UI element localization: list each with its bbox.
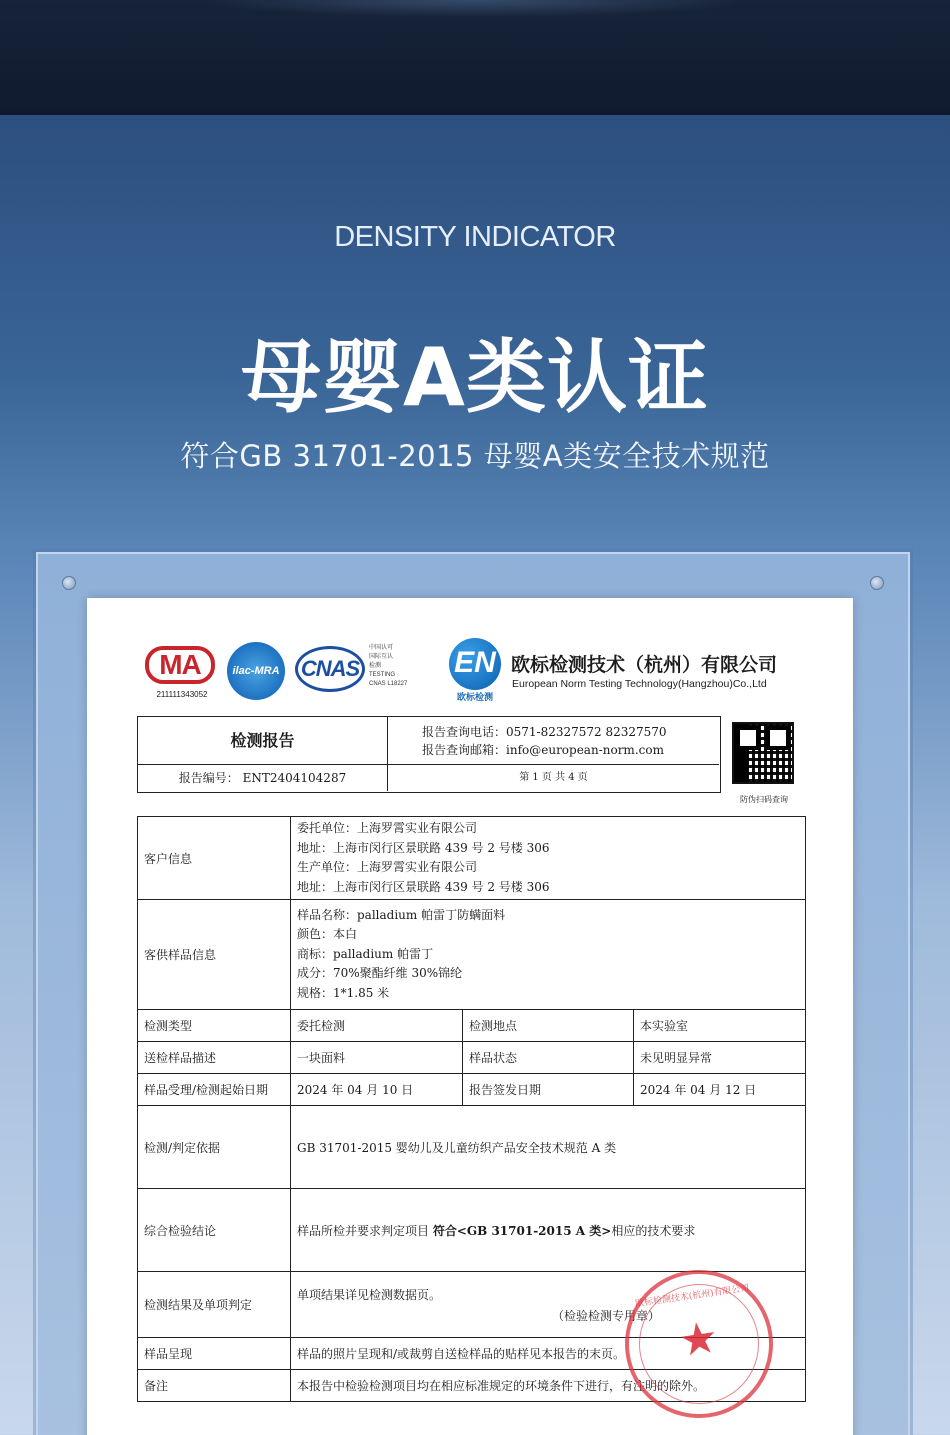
company-name-en: European Norm Testing Technology(Hangzhou)Co.,Ltd: [512, 678, 767, 690]
top-banner: [0, 0, 950, 115]
remark-value: 本报告中检验检测项目均在相应标准规定的环境条件下进行，有注明的除外。: [291, 1370, 806, 1402]
conclusion-value: 样品所检并要求判定项目 符合<GB 31701-2015 A 类>相应的技术要求: [291, 1189, 806, 1272]
hero-subtitle: 符合GB 31701-2015 母婴A类安全技术规范: [180, 439, 770, 473]
cnas-caption: 中国认可 国际互认 检测 TESTING CNAS L18227: [369, 645, 408, 687]
row-label: 送检样品描述: [138, 1042, 291, 1074]
bolt-icon: [62, 576, 76, 590]
table-row: [138, 1189, 806, 1272]
basis-value: GB 31701-2015 婴幼儿及儿童纺织产品安全技术规范 A 类: [291, 1106, 806, 1189]
table-row: [138, 1074, 806, 1106]
stamp-text: 欧标检测技术(杭州)有限公司: [634, 1283, 750, 1310]
row-label: 备注: [138, 1370, 291, 1402]
report-email: 报告查询邮箱：info@european-norm.com: [422, 743, 664, 757]
cell-value: 本实验室: [634, 1010, 806, 1042]
ilac-mra-logo: ilac-MRA: [227, 642, 285, 700]
table-row: [138, 1042, 806, 1074]
qr-code-icon[interactable]: [732, 722, 794, 784]
report-phone: 报告查询电话：0571-82327572 82327570: [422, 725, 667, 739]
en-logo: EN: [449, 638, 501, 690]
sample-info: 样品名称：palladium 帕雷丁防螨面料 颜色：本白 商标：palladium 帕雷丁 成分：70%聚酯纤维 30%锦纶 规格：1*1.85 米: [291, 900, 806, 1010]
row-label: 综合检验结论: [138, 1189, 291, 1272]
banner-sheen: [200, 0, 750, 18]
eyebrow-heading: DENSITY INDICATOR: [334, 221, 616, 253]
row-label: 检测类型: [138, 1010, 291, 1042]
cma-logo: MA: [145, 646, 215, 684]
cell-value: 未见明显异常: [634, 1042, 806, 1074]
test-report-document: [87, 598, 853, 1435]
qr-label: 防伪扫码查询: [740, 795, 788, 804]
row-label: 检测地点: [463, 1010, 634, 1042]
report-contact: [388, 717, 719, 765]
table-row: [138, 1010, 806, 1042]
cell-value: 委托检测: [291, 1010, 463, 1042]
cma-number: 211111343052: [156, 690, 208, 699]
presentation-value: 样品的照片呈现和/或裁剪自送检样品的贴样见本报告的末页。: [291, 1338, 806, 1370]
row-label: 样品受理/检测起始日期: [138, 1074, 291, 1106]
row-label: 检测结果及单项判定: [138, 1272, 291, 1338]
seal-caption: （检验检测专用章）: [552, 1308, 661, 1323]
row-label: 样品呈现: [138, 1338, 291, 1370]
cell-value: 2024 年 04 月 12 日: [634, 1074, 806, 1106]
table-row: [138, 900, 806, 1010]
customer-info: 委托单位：上海罗霄实业有限公司 地址：上海市闵行区景联路 439 号 2 号楼 306 生产单位：上海罗霄实业有限公司 地址：上海市闵行区景联路 439 号 2 号楼 306: [291, 817, 806, 900]
report-title: 检测报告: [138, 717, 388, 765]
en-logo-caption: 欧标检测: [456, 693, 493, 703]
row-label: 样品状态: [463, 1042, 634, 1074]
star-icon: ★: [675, 1311, 722, 1368]
result-value: 单项结果详见检测数据页。 （检验检测专用章）: [291, 1272, 806, 1338]
row-label: 检测/判定依据: [138, 1106, 291, 1189]
row-label: 客户信息: [138, 817, 291, 900]
row-label: 报告签发日期: [463, 1074, 634, 1106]
hero-title: 母婴A类认证: [241, 331, 709, 424]
row-label: 客供样品信息: [138, 900, 291, 1010]
company-name-cn: 欧标检测技术（杭州）有限公司: [511, 654, 778, 676]
cell-value: 一块面料: [291, 1042, 463, 1074]
report-number: 报告编号： ENT2404104287: [138, 765, 388, 791]
table-row: [138, 1106, 806, 1189]
bolt-icon: [870, 576, 884, 590]
cnas-logo: CNAS: [295, 646, 365, 692]
table-row: [138, 817, 806, 900]
report-header-table: [137, 716, 721, 793]
cell-value: 2024 年 04 月 10 日: [291, 1074, 463, 1106]
report-page: 第 1 页 共 4 页: [519, 772, 588, 783]
